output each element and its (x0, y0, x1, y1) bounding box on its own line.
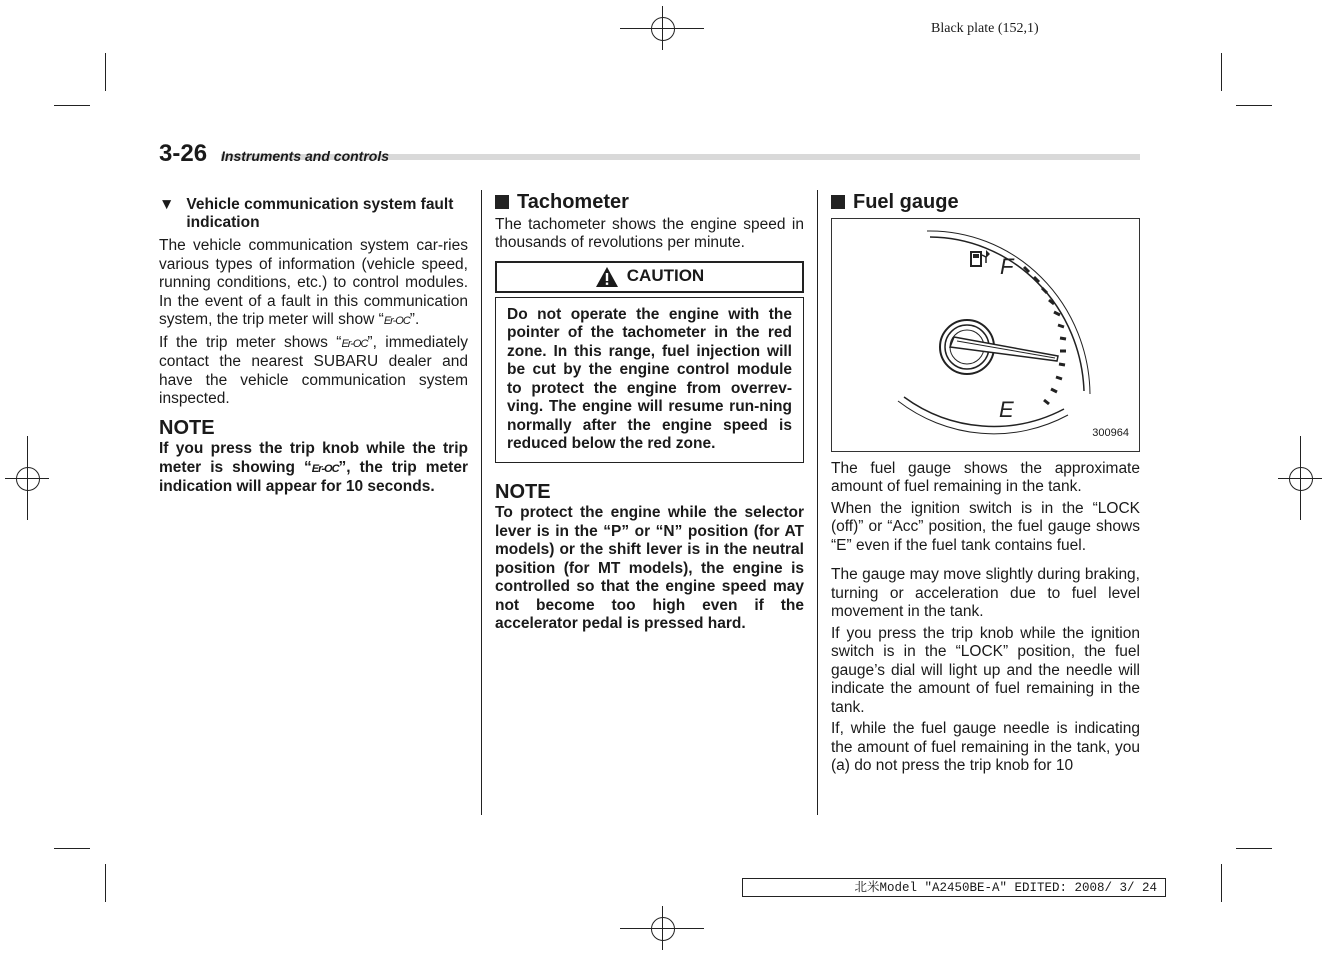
paragraph: The fuel gauge shows the approximate amount of fuel remaining in the tank. (831, 459, 1140, 495)
square-bullet-icon (831, 195, 845, 209)
caution-text: Do not operate the engine with the pointer of the tachometer in the red zone. In this range, fuel injection will be cut by the engine control module to protect the engine from overrev-ving. The engine will resume run-ning normally after the engine speed is reduced below the red zone. (495, 297, 804, 463)
caution-box (495, 261, 804, 463)
note-heading: NOTE (495, 480, 551, 503)
note-text: If you press the trip knob while the trip meter is showing “Er-OC”, the trip meter indication will appear for 10 seconds. (159, 440, 468, 495)
fuel-pump-icon (971, 250, 990, 266)
caution-header: CAUTION (495, 261, 804, 293)
error-symbol: Er-OC (383, 315, 410, 327)
section-heading: Tachometer (495, 193, 804, 212)
gauge-empty-label: E (999, 396, 1014, 422)
column-divider (817, 190, 818, 815)
column-2 (495, 193, 804, 634)
paragraph: If you press the trip knob while the ignition switch is in the “LOCK” position, the fuel gauge’s dial will light up and the needle will indicate the amount of fuel remaining in the tank. (831, 624, 1140, 716)
paragraph: If, while the fuel gauge needle is indicating the amount of fuel remaining in the tank, you (a) do not press the trip knob for 10 (831, 720, 1140, 774)
fuel-gauge-illustration (832, 219, 1139, 451)
plate-label: Black plate (152,1) (931, 21, 1039, 36)
page-number: 3-26 (159, 140, 208, 167)
section-heading: Fuel gauge (831, 193, 1140, 212)
footer-edit-stamp: 北米Model "A2450BE-A" EDITED: 2008/ 3/ 24 (742, 878, 1166, 897)
warning-triangle-icon (595, 266, 619, 288)
gauge-full-label: F (1000, 253, 1014, 279)
section-title: Instruments and controls (221, 148, 390, 164)
paragraph: If the trip meter shows “Er-OC”, immediately contact the nearest SUBARU dealer and have the vehicle communication system inspected. (159, 333, 468, 407)
column-divider (481, 190, 482, 815)
paragraph: When the ignition switch is in the “LOCK (off)” or “Acc” position, the fuel gauge shows “E” even if the fuel tank contains fuel. (831, 499, 1140, 554)
paragraph: The gauge may move slightly during braking, turning or acceleration due to fuel level movement in the tank. (831, 566, 1140, 620)
error-symbol: Er-OC (311, 462, 339, 475)
subheading-text: Vehicle communication system fault indication (186, 196, 454, 231)
square-bullet-icon (495, 195, 509, 209)
triangle-marker-icon: ▼ (159, 196, 175, 213)
figure-number: 300964 (1092, 427, 1129, 439)
paragraph: The vehicle communication system car-ries various types of information (vehicle speed, running conditions, etc.) to control modules. In the event of a fault in this communication system, the trip meter will show “Er-OC”. (159, 237, 468, 328)
note-text: To protect the engine while the selector lever is in the “P” or “N” position (for AT models) or the shift lever is in the neutral position (for MT models), the engine is controlled so that the engine speed may not become too high even if the accelerator pedal is pressed hard. (495, 504, 804, 632)
error-symbol: Er-OC (341, 337, 368, 350)
note-heading: NOTE (159, 416, 215, 439)
column-3 (831, 193, 1140, 776)
fuel-gauge-figure (831, 218, 1140, 452)
column-1 (159, 196, 468, 497)
paragraph: The tachometer shows the engine speed in thousands of revolutions per minute. (495, 215, 804, 251)
subheading (159, 196, 468, 232)
